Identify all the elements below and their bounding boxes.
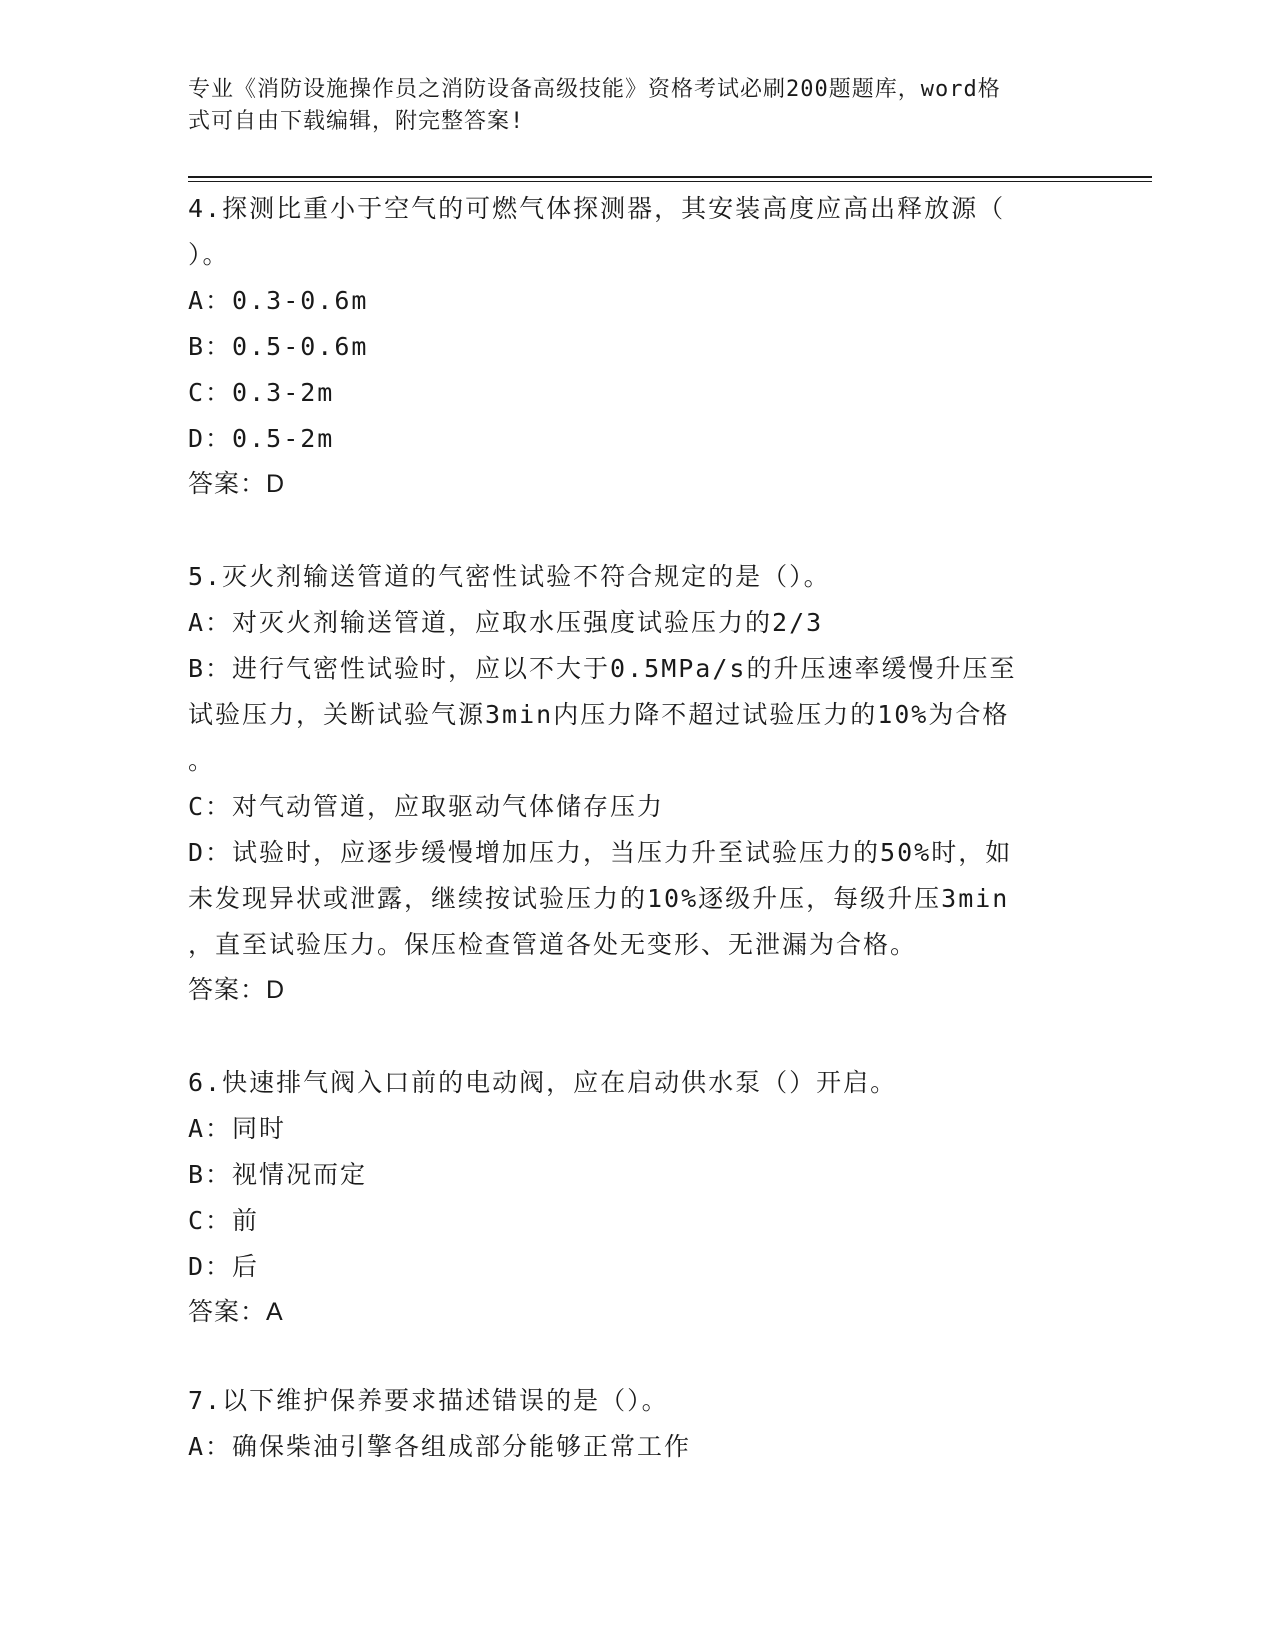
option-a: A：对灭火剂输送管道，应取水压强度试验压力的2/3	[188, 608, 824, 637]
option-b-continued: 。	[188, 746, 216, 775]
header-line: 专业《消防设施操作员之消防设备高级技能》资格考试必刷200题题库，word格	[188, 77, 1001, 102]
option-c: C：0.3-2m	[188, 378, 335, 407]
option-d: D：后	[188, 1252, 260, 1281]
question-5	[188, 554, 1068, 1012]
option-d: D：0.5-2m	[188, 424, 335, 453]
option-b-continued: 试验压力，关断试验气源3min内压力降不超过试验压力的10%为合格	[188, 700, 1010, 729]
question-stem: ）。	[188, 240, 230, 269]
option-c: C：对气动管道，应取驱动气体储存压力	[188, 792, 665, 821]
option-b: B：进行气密性试验时，应以不大于0.5MPa/s的升压速率缓慢升压至	[188, 654, 1017, 683]
document-header	[188, 74, 1068, 138]
option-a: A：同时	[188, 1114, 287, 1143]
answer-label: 答案：D	[188, 976, 286, 1004]
option-d: D：试验时，应逐步缓慢增加压力，当压力升至试验压力的50%时，如	[188, 838, 1013, 867]
answer-label: 答案：D	[188, 470, 286, 498]
option-d-continued: 未发现异状或泄露，继续按试验压力的10%逐级升压，每级升压3min	[188, 884, 1010, 913]
question-stem: 4.探测比重小于空气的可燃气体探测器，其安装高度应高出释放源（	[188, 194, 1006, 223]
question-6	[188, 1060, 1068, 1334]
option-b: B：视情况而定	[188, 1160, 368, 1189]
question-7	[188, 1378, 1068, 1470]
question-4	[188, 186, 1068, 506]
question-stem: 5.灭火剂输送管道的气密性试验不符合规定的是（）。	[188, 562, 831, 591]
option-a: A：确保柴油引擎各组成部分能够正常工作	[188, 1432, 692, 1461]
answer-label: 答案：A	[188, 1298, 284, 1326]
question-stem: 7.以下维护保养要求描述错误的是（）。	[188, 1386, 669, 1415]
header-line: 式可自由下载编辑，附完整答案!	[188, 109, 525, 134]
header-divider-thin	[188, 181, 1152, 182]
option-b: B：0.5-0.6m	[188, 332, 369, 361]
header-divider	[188, 176, 1152, 178]
option-d-continued: ，直至试验压力。保压检查管道各处无变形、无泄漏为合格。	[188, 930, 918, 959]
question-stem: 6.快速排气阀入口前的电动阀，应在启动供水泵（）开启。	[188, 1068, 898, 1097]
option-c: C：前	[188, 1206, 260, 1235]
option-a: A：0.3-0.6m	[188, 286, 369, 315]
